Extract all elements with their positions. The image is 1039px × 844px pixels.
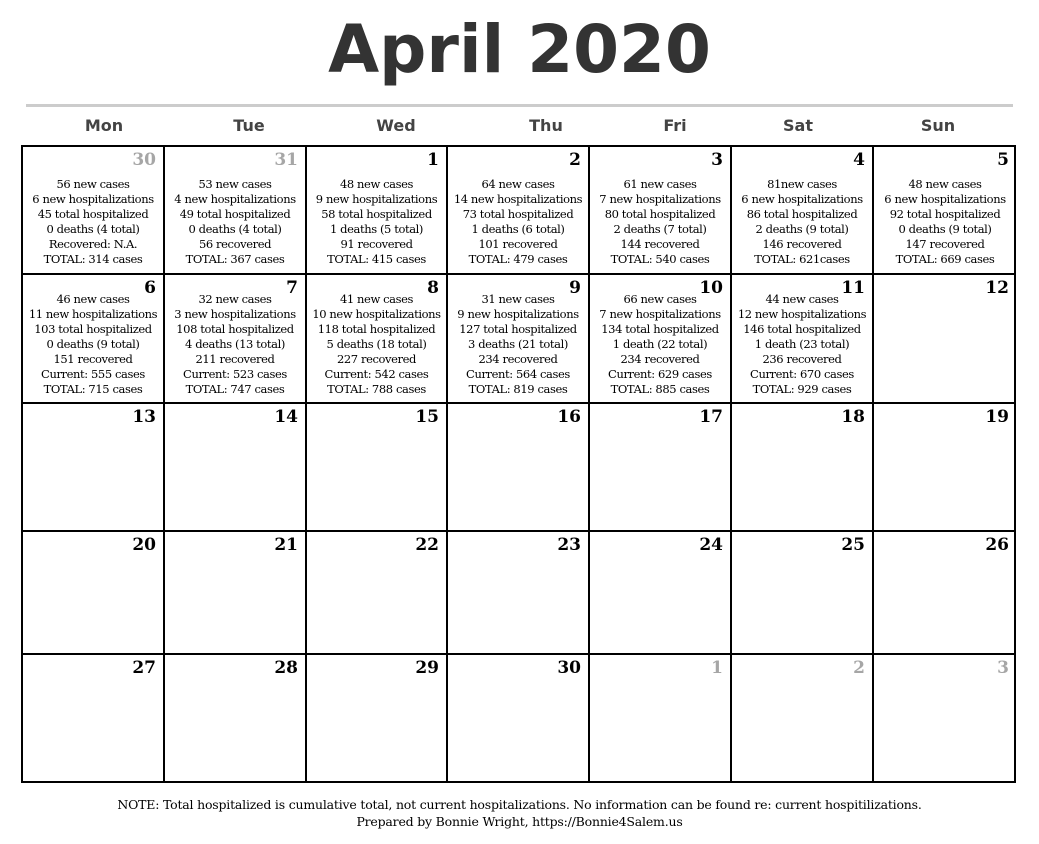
day-cell <box>448 147 590 275</box>
stat-line: Current: 542 cases <box>324 367 429 381</box>
stat-line: TOTAL: 819 cases <box>468 382 568 396</box>
stat-line: 56 new cases <box>56 177 130 191</box>
day-number-adjacent-month: 3 <box>997 658 1009 678</box>
day-cell <box>23 532 165 655</box>
day-cell <box>23 404 165 532</box>
stat-line: 146 recovered <box>762 237 842 251</box>
day-number-adjacent-month: 31 <box>274 150 298 170</box>
stat-line: 0 deaths (4 total) <box>46 222 140 236</box>
stat-line: 0 deaths (9 total) <box>46 337 140 351</box>
stat-line: TOTAL: 715 cases <box>43 382 143 396</box>
stat-line: 92 total hospitalized <box>889 207 1001 221</box>
stat-line: 12 new hospitalizations <box>737 307 867 321</box>
stat-line: TOTAL: 367 cases <box>185 252 285 266</box>
day-stats <box>165 292 305 397</box>
day-number: 16 <box>557 407 581 427</box>
stat-line: 211 recovered <box>195 352 275 366</box>
day-cell <box>165 147 307 275</box>
day-stats <box>732 177 872 267</box>
day-number: 20 <box>132 535 156 555</box>
day-stats <box>448 292 588 397</box>
day-number: 4 <box>853 150 865 170</box>
stat-line: 103 total hospitalized <box>34 322 152 336</box>
day-cell <box>874 275 1016 404</box>
weekday-thu: Thu <box>529 116 563 135</box>
stat-line: 11 new hospitalizations <box>28 307 158 321</box>
stat-line: 10 new hospitalizations <box>312 307 441 321</box>
stat-line: Current: 555 cases <box>41 367 145 381</box>
stat-line: TOTAL: 669 cases <box>895 252 995 266</box>
stat-line: 64 new cases <box>481 177 555 191</box>
stat-line: Current: 629 cases <box>608 367 712 381</box>
stat-line: TOTAL: 314 cases <box>43 252 143 266</box>
stat-line: 7 new hospitalizations <box>599 307 721 321</box>
day-cell <box>590 532 732 655</box>
day-cell <box>307 404 448 532</box>
stat-line: 56 recovered <box>198 237 272 251</box>
stat-line: 73 total hospitalized <box>462 207 574 221</box>
day-number: 1 <box>427 150 439 170</box>
stat-line: 1 death (23 total) <box>754 337 850 351</box>
day-cell <box>165 404 307 532</box>
stat-line: 3 new hospitalizations <box>174 307 296 321</box>
day-number-adjacent-month: 30 <box>132 150 156 170</box>
day-number: 26 <box>985 535 1009 555</box>
stat-line: 4 deaths (13 total) <box>185 337 285 351</box>
stat-line: TOTAL: 479 cases <box>468 252 568 266</box>
stat-line: 86 total hospitalized <box>746 207 858 221</box>
stat-line: 127 total hospitalized <box>459 322 577 336</box>
stat-line: 53 new cases <box>198 177 272 191</box>
day-number: 7 <box>286 278 298 298</box>
day-cell <box>732 532 874 655</box>
stat-line: 9 new hospitalizations <box>315 192 438 206</box>
stat-line: 0 deaths (4 total) <box>188 222 282 236</box>
stat-line: 134 total hospitalized <box>601 322 719 336</box>
day-number-adjacent-month: 2 <box>853 658 865 678</box>
day-cell <box>874 532 1016 655</box>
stat-line: 1 deaths (5 total) <box>329 222 424 236</box>
stat-line: 81new cases <box>767 177 837 191</box>
calendar-grid <box>21 145 1016 783</box>
day-number: 6 <box>144 278 156 298</box>
day-stats <box>23 177 163 267</box>
stat-line: 5 deaths (18 total) <box>326 337 427 351</box>
day-number: 2 <box>569 150 581 170</box>
stat-line: TOTAL: 885 cases <box>610 382 710 396</box>
day-cell <box>307 147 448 275</box>
stat-line: 48 new cases <box>339 177 414 191</box>
day-cell <box>23 275 165 404</box>
day-cell <box>590 147 732 275</box>
stat-line: 101 recovered <box>478 237 558 251</box>
weekday-sat: Sat <box>783 116 813 135</box>
day-stats <box>590 177 730 267</box>
calendar-title: April 2020 <box>328 11 711 88</box>
stat-line: Recovered: N.A. <box>48 237 138 251</box>
stat-line: 144 recovered <box>620 237 700 251</box>
day-stats <box>23 292 163 397</box>
stat-line: 48 new cases <box>908 177 982 191</box>
day-cell <box>165 655 307 781</box>
day-cell <box>448 275 590 404</box>
stat-line: 45 total hospitalized <box>37 207 149 221</box>
day-stats <box>307 292 446 397</box>
stat-line: 0 deaths (9 total) <box>898 222 992 236</box>
stat-line: 146 total hospitalized <box>743 322 861 336</box>
stat-line: 66 new cases <box>623 292 697 306</box>
day-number: 25 <box>841 535 865 555</box>
day-cell <box>732 404 874 532</box>
stat-line: 41 new cases <box>339 292 414 306</box>
stat-line: 61 new cases <box>623 177 697 191</box>
day-cell <box>23 147 165 275</box>
stat-line: 91 recovered <box>340 237 413 251</box>
stat-line: 32 new cases <box>198 292 272 306</box>
day-cell <box>448 404 590 532</box>
day-number: 10 <box>699 278 723 298</box>
day-cell <box>307 532 448 655</box>
stat-line: 14 new hospitalizations <box>453 192 583 206</box>
day-cell <box>448 532 590 655</box>
day-cell <box>307 655 448 781</box>
day-cell <box>732 275 874 404</box>
day-number: 5 <box>997 150 1009 170</box>
day-number: 30 <box>557 658 581 678</box>
stat-line: 2 deaths (9 total) <box>755 222 849 236</box>
day-stats <box>732 292 872 397</box>
day-number: 29 <box>415 658 439 678</box>
footer-note: NOTE: Total hospitalized is cumulative total, not current hospitalizations. No information can be found re: current hospitilizations. <box>117 797 922 812</box>
day-cell <box>307 275 448 404</box>
day-stats <box>874 177 1016 267</box>
stat-line: 6 new hospitalizations <box>741 192 863 206</box>
day-number: 22 <box>415 535 439 555</box>
day-cell <box>590 275 732 404</box>
day-number: 9 <box>569 278 581 298</box>
stat-line: 151 recovered <box>53 352 133 366</box>
stat-line: 3 deaths (21 total) <box>468 337 568 351</box>
stat-line: Current: 670 cases <box>750 367 854 381</box>
stat-line: TOTAL: 929 cases <box>752 382 852 396</box>
day-cell <box>590 655 732 781</box>
stat-line: 31 new cases <box>481 292 555 306</box>
stat-line: 227 recovered <box>336 352 417 366</box>
stat-line: 1 death (22 total) <box>612 337 708 351</box>
day-number: 14 <box>274 407 298 427</box>
weekday-tue: Tue <box>233 116 265 135</box>
weekday-mon: Mon <box>84 116 124 135</box>
day-stats <box>165 177 305 267</box>
stat-line: 118 total hospitalized <box>317 322 436 336</box>
weekday-fri: Fri <box>663 116 687 135</box>
title-divider <box>26 104 1013 107</box>
weekday-wed: Wed <box>376 116 416 135</box>
stat-line: TOTAL: 788 cases <box>327 382 426 396</box>
day-number: 24 <box>699 535 723 555</box>
stat-line: 108 total hospitalized <box>176 322 294 336</box>
day-number: 21 <box>274 535 298 555</box>
day-number: 15 <box>415 407 439 427</box>
day-number: 19 <box>985 407 1009 427</box>
day-number: 27 <box>132 658 156 678</box>
day-cell <box>165 275 307 404</box>
day-cell <box>732 655 874 781</box>
stat-line: 6 new hospitalizations <box>884 192 1006 206</box>
day-cell <box>732 147 874 275</box>
stat-line: Current: 523 cases <box>183 367 287 381</box>
day-number: 3 <box>711 150 723 170</box>
stat-line: 147 recovered <box>905 237 985 251</box>
day-cell <box>874 655 1016 781</box>
stat-line: 4 new hospitalizations <box>174 192 296 206</box>
stat-line: 6 new hospitalizations <box>32 192 154 206</box>
stat-line: 9 new hospitalizations <box>457 307 579 321</box>
day-cell <box>165 532 307 655</box>
stat-line: 7 new hospitalizations <box>599 192 721 206</box>
stat-line: 49 total hospitalized <box>179 207 291 221</box>
stat-line: 80 total hospitalized <box>604 207 716 221</box>
stat-line: TOTAL: 747 cases <box>185 382 285 396</box>
day-number: 12 <box>985 278 1009 298</box>
stat-line: 46 new cases <box>56 292 130 306</box>
day-cell <box>590 404 732 532</box>
day-stats <box>448 177 588 267</box>
stat-line: TOTAL: 540 cases <box>610 252 710 266</box>
stat-line: 236 recovered <box>762 352 842 366</box>
day-number-adjacent-month: 1 <box>711 658 723 678</box>
stat-line: Current: 564 cases <box>466 367 570 381</box>
stat-line: 234 recovered <box>620 352 700 366</box>
stat-line: 1 deaths (6 total) <box>471 222 565 236</box>
day-cell <box>874 147 1016 275</box>
day-number: 8 <box>427 278 439 298</box>
day-stats <box>307 177 446 267</box>
day-stats <box>590 292 730 397</box>
stat-line: 2 deaths (7 total) <box>613 222 707 236</box>
stat-line: 44 new cases <box>765 292 839 306</box>
stat-line: TOTAL: 621cases <box>754 252 850 266</box>
day-number: 23 <box>557 535 581 555</box>
stat-line: TOTAL: 415 cases <box>327 252 426 266</box>
day-number: 17 <box>699 407 723 427</box>
day-number: 13 <box>132 407 156 427</box>
footer-credit: Prepared by Bonnie Wright, https://Bonnie4Salem.us <box>356 814 683 829</box>
day-number: 28 <box>274 658 298 678</box>
stat-line: 234 recovered <box>478 352 558 366</box>
day-cell <box>874 404 1016 532</box>
day-cell <box>23 655 165 781</box>
stat-line: 58 total hospitalized <box>321 207 432 221</box>
day-number: 11 <box>841 278 865 298</box>
day-number: 18 <box>841 407 865 427</box>
weekday-sun: Sun <box>920 116 956 135</box>
day-cell <box>448 655 590 781</box>
